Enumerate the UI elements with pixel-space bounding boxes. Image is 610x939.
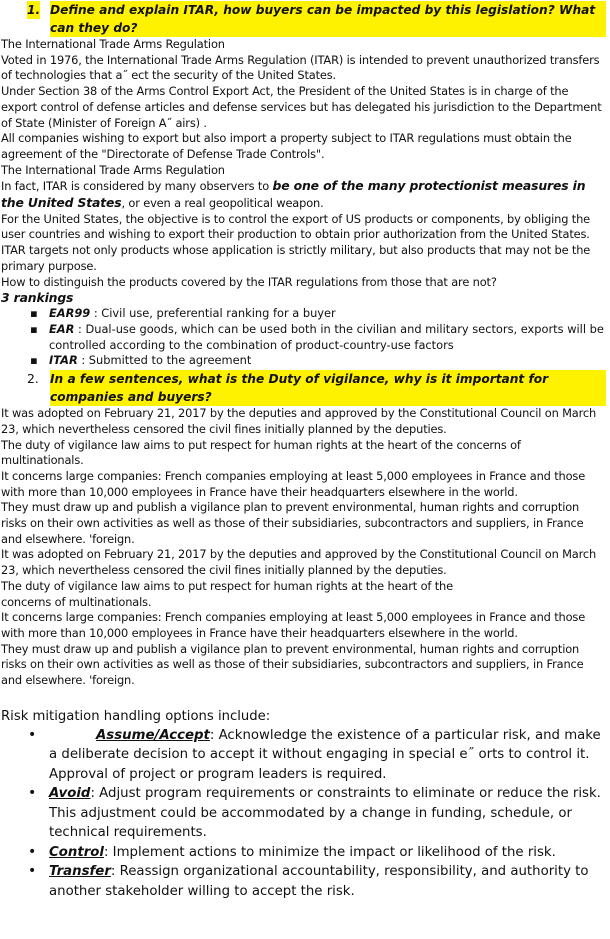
ranking-term: EAR [49, 321, 75, 336]
risk-term: Avoid [49, 786, 91, 802]
itar-paragraph: Voted in 1976, the International Trade Arms Regulation (ITAR) is intended to prevent unauthorized transfers of technologies that a˝ ect the security of the United States. [1, 52, 600, 83]
question-text: In a few sentences, what is the Duty of vigilance, why is it important for companies and buyers? [50, 370, 606, 406]
question-number: 1. [27, 3, 41, 17]
risk-desc: : Reassign organizational accountability, responsibility, and authority to another stakeholder willing to accept the risk. [49, 864, 589, 899]
question-1 [0, 0, 610, 37]
bullet-icon: ▪ [30, 353, 38, 368]
risk-item [0, 726, 610, 785]
bullet-icon: • [28, 785, 37, 802]
itar-subtitle: The International Trade Arms Regulation [1, 162, 225, 177]
risk-item [0, 784, 610, 843]
risk-item [0, 843, 610, 863]
vigilance-paragraph: It concerns large companies: French companies employing at least 5,000 employees in France and those with more than 10,000 employees in France have their headquarters elsewhere in the world. [1, 468, 586, 499]
vigilance-paragraph: The duty of vigilance law aims to put respect for human rights at the heart of the [1, 578, 453, 593]
question-number: 2. [27, 371, 39, 387]
risk-item [0, 862, 610, 901]
bullet-icon: • [28, 843, 37, 860]
itar-paragraph: Under Section 38 of the Arms Control Export Act, the President of the United States is in charge of the export control of defense articles and defense services but has delegated his jurisdiction to the Department of State (Minister of Foreign A˝ airs) . [1, 84, 602, 130]
itar-title: The International Trade Arms Regulation [1, 37, 225, 51]
ranking-item [0, 322, 610, 354]
ranking-term: EAR99 [49, 305, 91, 320]
vigilance-paragraph: It concerns large companies: French companies employing at least 5,000 employees in France and those with more than 10,000 employees in France have their headquarters elsewhere in the world. [1, 610, 586, 640]
bullet-icon: • [28, 726, 37, 743]
itar-paragraph [0, 178, 610, 211]
bullet-icon: ▪ [30, 305, 38, 320]
ranking-item [0, 353, 610, 369]
itar-text: In fact, ITAR is considered by many observers to [1, 179, 273, 194]
bullet-icon: ▪ [30, 321, 38, 336]
risk-intro: Risk mitigation handling options include: [1, 708, 271, 724]
ranking-desc: : Submitted to the agreement [77, 353, 252, 368]
itar-paragraph: All companies wishing to export but also import a property subject to ITAR regulations must obtain the agreement of the "Directorate of Defense Trade Controls". [1, 131, 572, 161]
risk-desc: : Adjust program requirements or constraints to eliminate or reduce the risk. This adjustment could be accommodated by a change in funding, schedule, or technical requirements. [49, 786, 601, 841]
vigilance-paragraph: It was adopted on February 21, 2017 by the deputies and approved by the Constitutional Council on March 23, which nevertheless censored the civil fines initially planned by the deputies. [1, 547, 597, 578]
risk-desc: : Acknowledge the existence of a particular risk, and make a deliberate decision to accept it without engaging in special e˝ orts to control it. Approval of project or program leaders is required. [49, 727, 601, 782]
vigilance-paragraph: They must draw up and publish a vigilance plan to prevent environmental, human rights and corruption risks on their own activities as well as those of their subsidiaries, subcontractors and suppliers, in France and elsewhere. 'foreign. [1, 641, 584, 688]
vigilance-paragraph: They must draw up and publish a vigilance plan to prevent environmental, human rights and corruption risks on their own activities as well as those of their subsidiaries, subcontractors and suppliers, in France and elsewhere. 'foreign. [1, 500, 584, 546]
question-text: Define and explain ITAR, how buyers can be impacted by this legislation? What can they do? [50, 1, 606, 37]
spacer [0, 689, 610, 707]
risk-term: Assume/Accept [96, 727, 210, 743]
vigilance-paragraph: concerns of multinationals. [1, 594, 152, 609]
risk-term: Transfer [49, 864, 111, 880]
ranking-term: ITAR [49, 353, 78, 368]
risk-term: Control [49, 844, 104, 860]
ranking-desc: : Dual-use goods, which can be used both in the civilian and military sectors, exports will be controlled according to the combination of product-country-use factors [49, 321, 604, 352]
ranking-item [0, 306, 610, 322]
itar-paragraph: For the United States, the objective is to control the export of US products or components, by obliging the user countries and wishing to export their production to obtain prior authorization from the United States. ITAR targets not only products whose application is strictly military, but also products that may not be the primary purpose. [1, 211, 591, 273]
question-2 [0, 370, 610, 406]
ranking-desc: : Civil use, preferential ranking for a buyer [90, 305, 336, 320]
itar-text: , or even a real geopolitical weapon. [121, 196, 324, 211]
bullet-icon: • [28, 863, 37, 880]
risk-desc: : Implement actions to minimize the impact or likelihood of the risk. [103, 844, 556, 860]
itar-paragraph: How to distinguish the products covered by the ITAR regulations from those that are not? [1, 274, 497, 289]
itar-emphasis: be one of the many protectionist measures in the United States [1, 178, 586, 211]
vigilance-paragraph: The duty of vigilance law aims to put respect for human rights at the heart of the concerns of multinationals. [1, 437, 521, 468]
vigilance-paragraph: It was adopted on February 21, 2017 by the deputies and approved by the Constitutional Council on March 23, which nevertheless censored the civil fines initially planned by the deputies. [1, 406, 597, 436]
rankings-heading: 3 rankings [1, 290, 74, 306]
